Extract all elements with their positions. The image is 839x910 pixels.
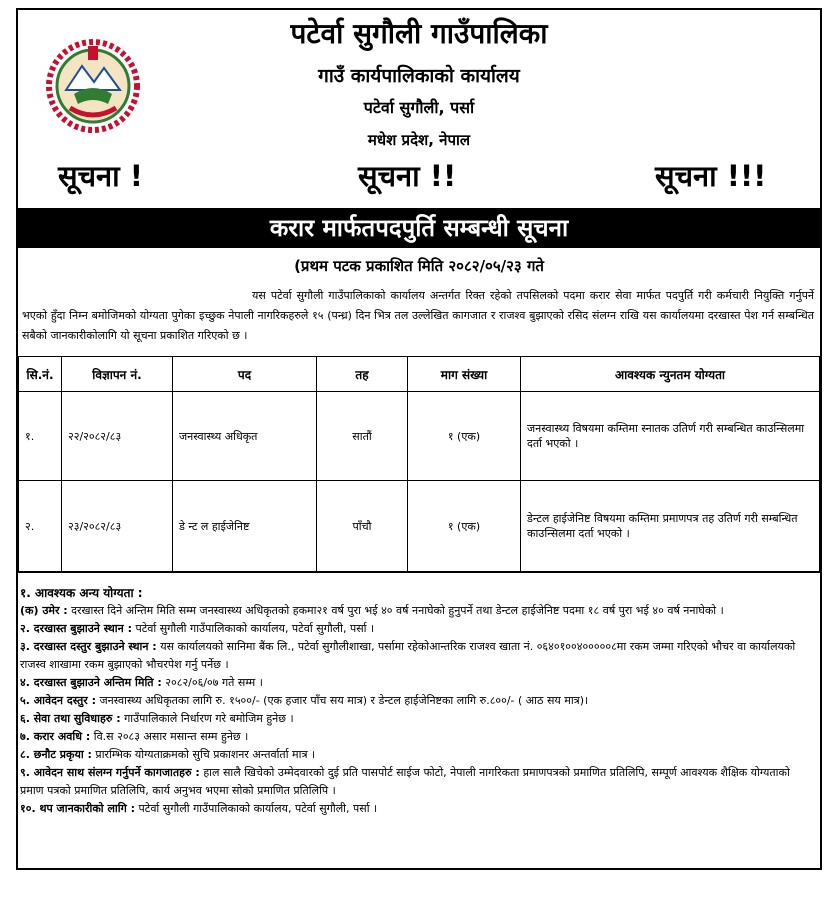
list-item [20,800,816,818]
list-item [20,638,816,674]
table-header-row [19,357,820,392]
item-label: ६. सेवा तथा सुविधाहरु : [20,712,121,725]
list-item [20,764,816,800]
notice-heading-3: सूचना !!! [655,159,767,193]
item-text: प्रारम्भिक योग्यताक्रमको सुचि प्रकाशनर अन्तर्वार्ता मात्र । [91,748,316,761]
cell-ad: २३/२०८२/८३ [62,481,173,572]
section-divider [18,572,820,583]
item-label: ३. दरखास्त दस्तुर बुझाउने स्थान : [20,640,157,653]
item-label: १०. थप जानकारीको लागि : [20,802,136,815]
notice-document [16,8,822,870]
notice-heading-1: सूचना ! [58,159,143,193]
col-header-qualification: आवश्यक न्युनतम योग्यता [521,357,820,392]
other-requirements [20,584,816,818]
item-text: वि.स २०८३ असार मसान्त सम्म हुनेछ । [90,730,249,743]
item-label: ९. आवेदन साथ संलग्न गर्नुपर्ने कागजातहरु : [20,766,200,779]
list-item [20,710,816,728]
item-label: ४. दरखास्त बुझाउने अन्तिम मिति : [20,676,162,689]
cell-sn: २. [19,481,62,572]
item-text: हाल सालै खिचेको उम्मेदवारको दुई प्रति पासपोर्ट साईज फोटो, नेपाली नागरिकता प्रमाणपत्रको प्रमाणित प्रतिलिपि, सम्पूर्ण आवश्यक शैक्षिक योग्यताको प्रमाण पत्रको प्रमाणित प्रतिलिपि, कार्य अनुभव भएमा सोको प्रमाणित प्रतिलिपि । [20,766,790,797]
list-item [20,692,816,710]
other-requirements-title: १. आवश्यक अन्य योग्यता : [20,586,143,600]
item-label: ७. करार अवधि : [20,730,91,743]
list-item [20,674,816,692]
col-header-ad: विज्ञापन नं. [62,357,173,392]
notice-heading-2: सूचना !! [358,159,457,193]
item-label: २. दरखास्त बुझाउने स्थान : [20,622,132,635]
cell-post: जनस्वास्थ्य अधिकृत [173,392,317,481]
item-text: दरखास्त दिने अन्तिम मिति सम्म जनस्वास्थ्य अधिकृतको हकमा२१ वर्ष पुरा भई ४० वर्ष ननाघेको हुनुपर्ने तथा डेन्टल हाईजेनिष्ट पदमा १८ वर्ष पुरा भई ४० वर्ष ननाघेको । [67,604,724,617]
col-header-post: पद [173,357,317,392]
province-label: मधेश प्रदेश, नेपाल [367,131,471,149]
item-text: गाउँपालिकाले निर्धारण गरे बमोजिम हुनेछ । [120,712,294,725]
cell-demand: १ (एक) [408,392,521,481]
office-address: पटेर्वा सुगौली, पर्सा [363,98,475,117]
item-text: जनस्वास्थ्य अधिकृतका लागि रु. १५००/- (एक हजार पाँच सय मात्र) र डेन्टल हाईजेनिष्टका लागि रु.८००/- ( आठ सय मात्र)। [95,694,589,707]
table-row [19,481,820,572]
item-text: यस कार्यालयको सानिमा बैंक लि., पटेर्वा सुगौलीशाखा, पर्सामा रहेकोआन्तरिक राजश्व खाता नं. ०६४०१००४०००००८मा रकम जम्मा गरिएको भौचर वा कार्यालयको राजस्व शाखामा रकम बुझाएको भौचरपेश गर्नु पर्नेछ । [20,640,796,671]
item-label: ८. छनौट प्रकृया : [20,748,92,761]
item-label: (क) उमेर : [20,604,68,617]
intro-paragraph: यस पटेर्वा सुगौली गाउँपालिकाको कार्यालय अन्तर्गत रिक्त रहेको तपसिलको पदमा करार सेवा मार्फत पदपुर्ति गरी कर्मचारी नियुक्ति गर्नुपर्ने भएको हुँदा निम्न बमोजिमको योग्यता पुगेका इच्छुक नेपाली नागरिकहरुले १५ (पन्ध्र) दिन भित्र तल उल्लेखित कागजात र राजश्व बुझाएको रसिद संलग्न राखि यस कार्यालयमा दरखास्त पेश गर्न सम्बन्धित सबैको जानकारीकोलागि यो सूचना प्रकाशित गरिएको छ । [22,289,814,342]
document-header [18,10,820,206]
item-text: पटेर्वा सुगौली गाउँपालिकाको कार्यालय, पटेर्वा सुगौली, पर्सा । [131,622,375,635]
cell-qualification: जनस्वास्थ्य विषयमा कम्तिमा स्नातक उतिर्ण गरी सम्बन्धित काउन्सिलमा दर्ता भएको । [521,392,820,481]
cell-level: सातौं [317,392,408,481]
vacancy-table [18,356,820,572]
list-item [20,746,816,764]
municipality-title: पटेर्वा सुगौली गाउँपालिका [290,17,548,50]
cell-post: डे न्ट ल हाईजेनिष्ट [173,481,317,572]
item-text: २०८२/०६/०७ गते सम्म । [161,676,263,689]
item-label: ५. आवेदन दस्तुर : [20,694,96,707]
cell-level: पाँचौ [317,481,408,572]
col-header-sn: सि.नं. [19,357,62,392]
notice-banner: करार मार्फतपदपुर्ति सम्बन्धी सूचना [18,208,820,248]
publication-date: (प्रथम पटक प्रकाशित मिति २०८२/०५/२३ गते [294,257,544,275]
table-row [19,392,820,481]
list-item [20,728,816,746]
cell-ad: २२/२०८२/८३ [62,392,173,481]
list-item [20,620,816,638]
cell-sn: १. [19,392,62,481]
office-title: गाउँ कार्यपालिकाको कार्यालय [318,65,520,87]
col-header-level: तह [317,357,408,392]
cell-qualification: डेन्टल हाईजेनिष्ट विषयमा कम्तिमा प्रमाणपत्र तह उतिर्ण गरी सम्बन्धित काउन्सिलमा दर्ता भएको । [521,481,820,572]
col-header-demand: माग संख्या [408,357,521,392]
list-item [20,602,816,620]
item-text: पटेर्वा सुगौली गाउँपालिकाको कार्यालय, पटेर्वा सुगौली, पर्सा । [135,802,378,815]
cell-demand: १ (एक) [408,481,521,572]
